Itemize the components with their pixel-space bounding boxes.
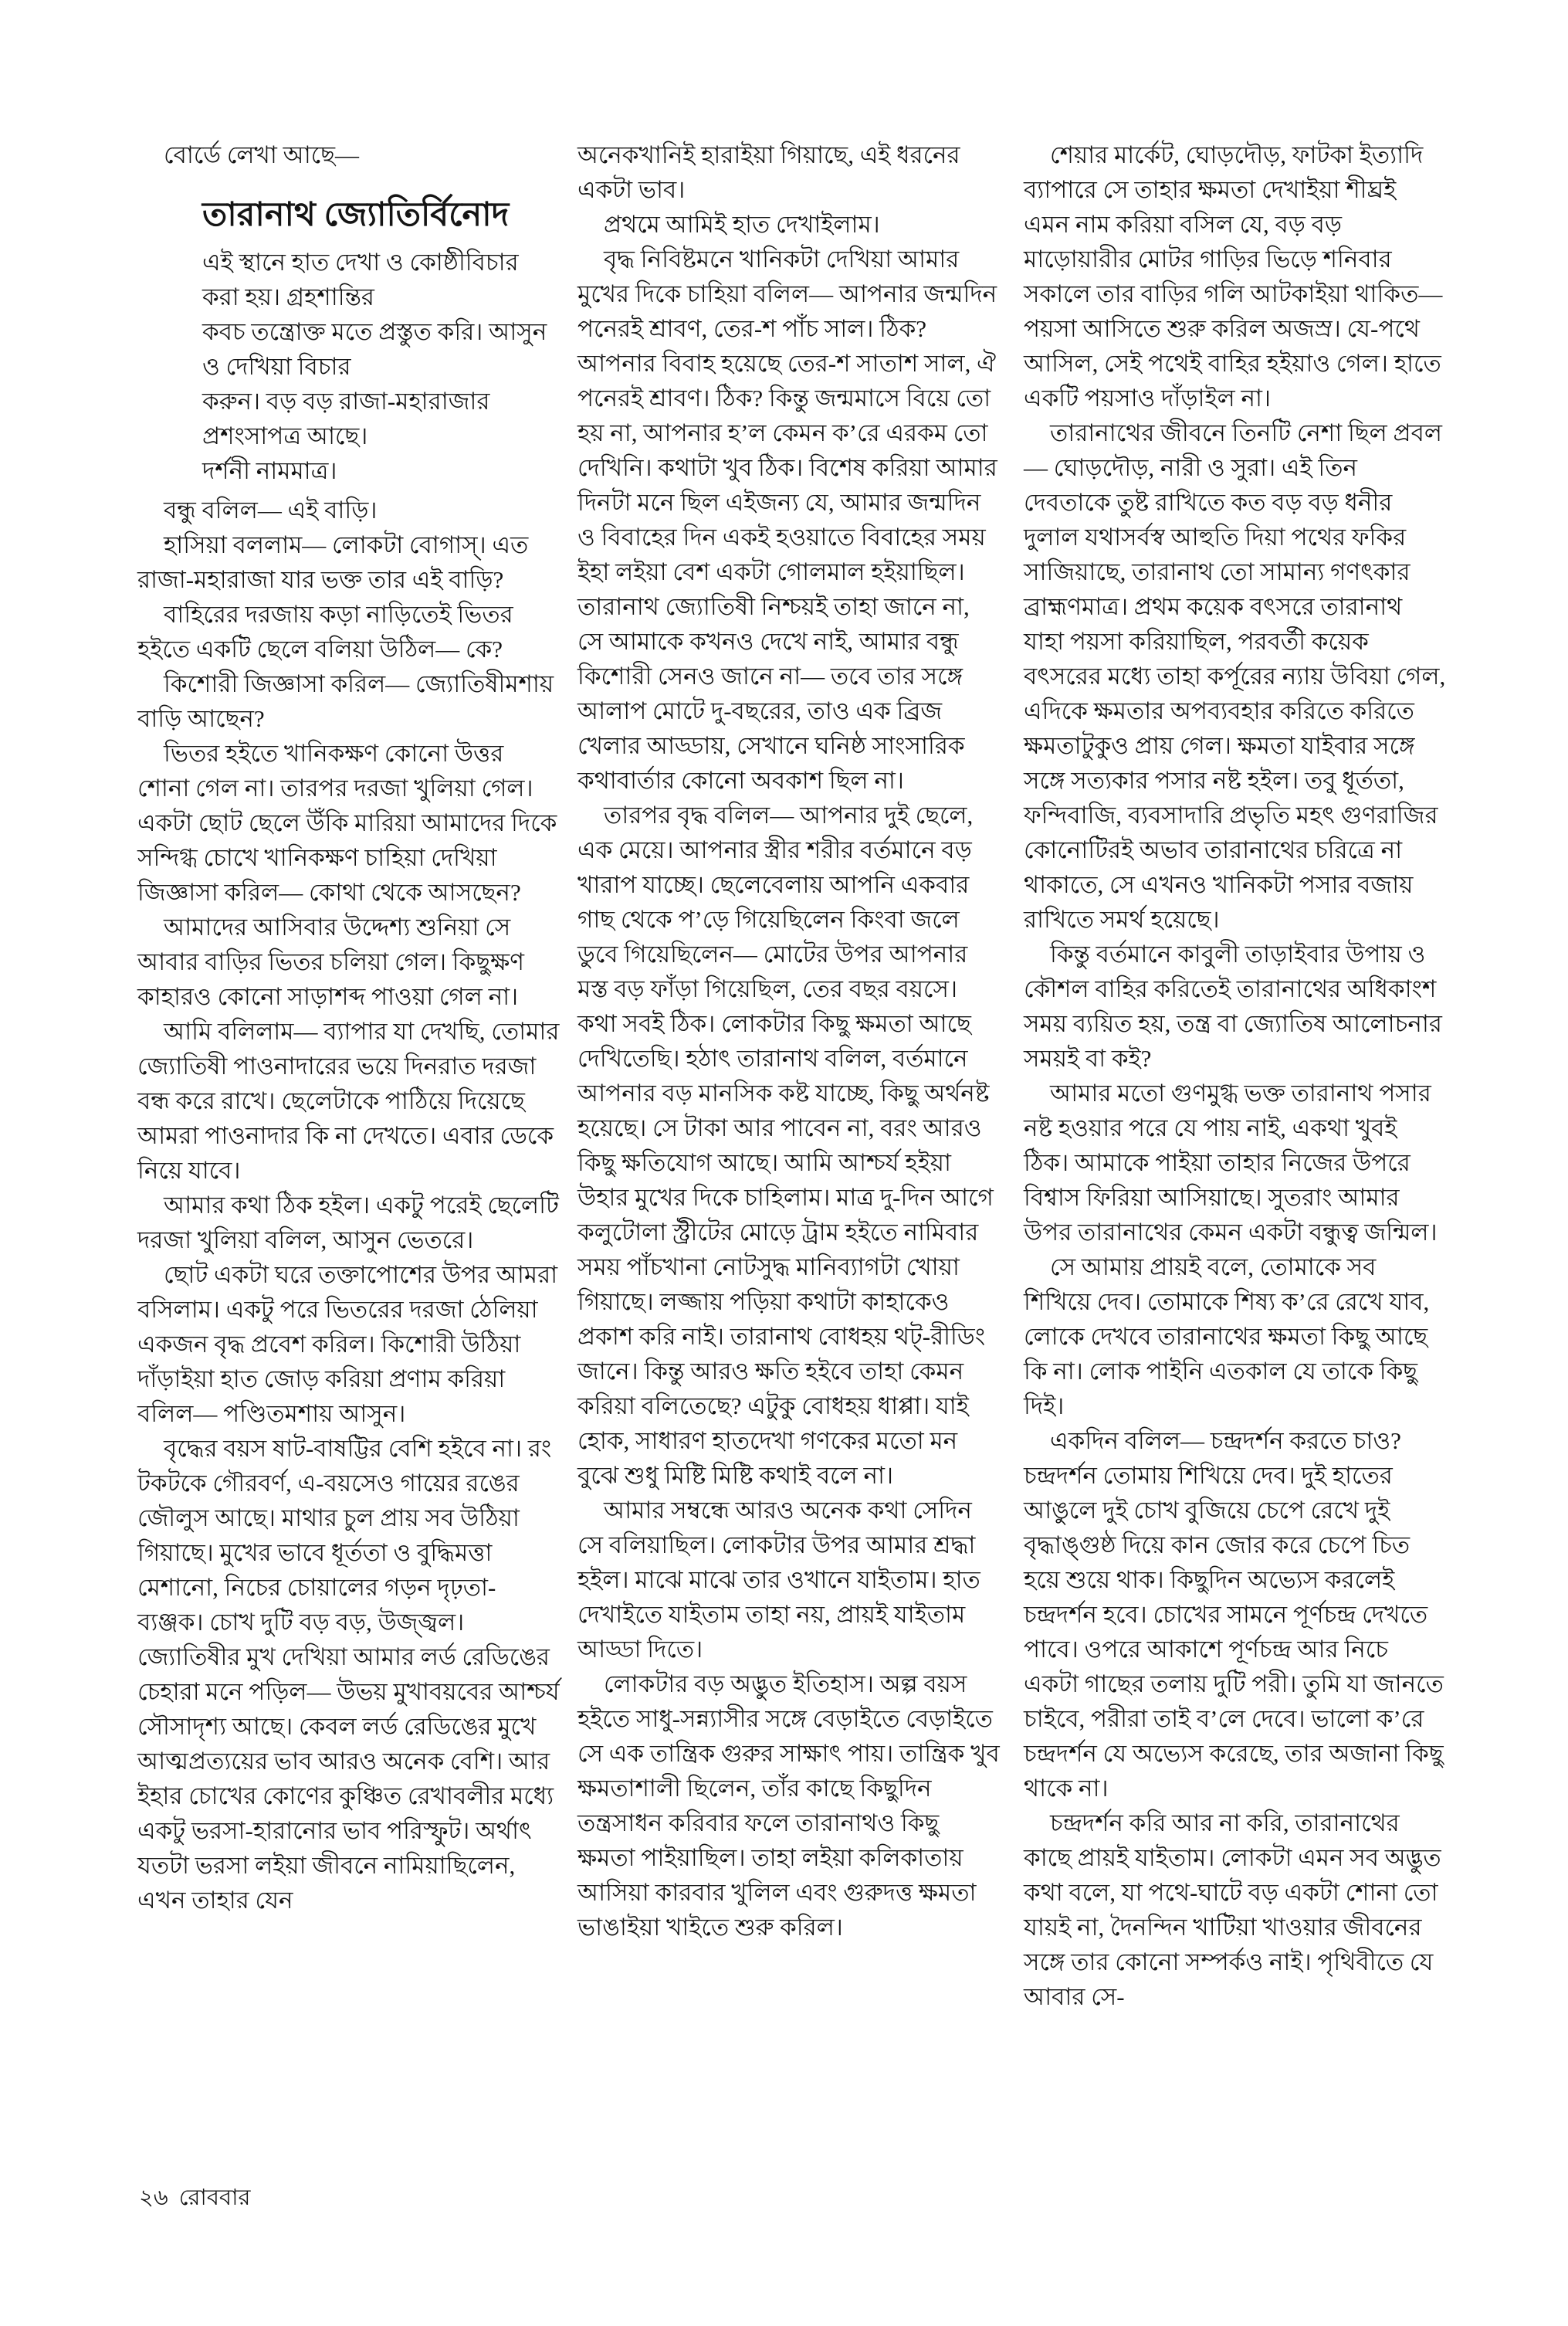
story-paragraph: সে আমায় প্রায়ই বলে, তোমাকে সব শিখিয়ে দেব। তোমাকে শিষ্য ক’রে রেখে যাব, লোকে দেখবে তারানাথের ক্ষমতা কিছু আছে কি না। লোক পাইনি এতকাল যে তাকে কিছু দিই। — [1024, 1253, 1430, 1419]
story-paragraph: প্রথমে আমিই হাত দেখাইলাম। — [604, 211, 880, 238]
signboard-heading: তারানাথ জ্যোতির্বিনোদ — [202, 197, 510, 233]
story-paragraph: আমার সম্বন্ধে আরও অনেক কথা সেদিন সে বলিয়াছিল। লোকটার উপর আমার শ্রদ্ধা হইল। মাঝে মাঝে তার ওখানে যাইতাম। হাত দেখাইতে যাইতাম তাহা নয়, প্রায়ই যাইতাম আড্ডা দিতে। — [577, 1497, 980, 1663]
page-footer — [139, 2182, 251, 2213]
story-paragraph: ছোট একটা ঘরে তক্তাপোশের উপর আমরা বসিলাম। একটু পরে ভিতরের দরজা ঠেলিয়া একজন বৃদ্ধ প্রবেশ করিল। কিশোরী উঠিয়া দাঁড়াইয়া হাত জোড় করিয়া প্রণাম করিয়া বলিল— পণ্ডিতমশায় আসুন। — [137, 1261, 558, 1427]
signboard-line: করা হয়। গ্রহশান্তির — [202, 283, 374, 310]
text-column-2 — [577, 137, 1001, 1945]
text-column-1 — [137, 137, 560, 1917]
story-paragraph: কিশোরী জিজ্ঞাসা করিল— জ্যোতিষীমশায় বাড়ি আছেন? — [137, 670, 554, 732]
story-paragraph: বন্ধু বলিল— এই বাড়ি। — [164, 497, 378, 524]
story-paragraph: হাসিয়া বললাম— লোকটা বোগাস্‌। এত রাজা-মহারাজা যার ভক্ত তার এই বাড়ি? — [137, 531, 529, 593]
story-paragraph: ভিতর হইতে খানিকক্ষণ কোনো উত্তর শোনা গেল না। তারপর দরজা খুলিয়া গেল। একটা ছোট ছেলে উঁকি মারিয়া আমাদের দিকে সন্দিগ্ধ চোখে খানিকক্ষণ চাহিয়া দেখিয়া জিজ্ঞাসা করিল— কোথা থেকে আসছেন? — [137, 740, 557, 906]
story-paragraph: লোকটার বড় অদ্ভুত ইতিহাস। অল্প বয়স হইতে সাধু-সন্ন্যাসীর সঙ্গে বেড়াইতে বেড়াইতে সে এক তান্ত্রিক গুরুর সাক্ষাৎ পায়। তান্ত্রিক খুব ক্ষমতাশালী ছিলেন, তাঁর কাছে কিছুদিন তন্ত্রসাধন করিবার ফলে তারানাথও কিছু ক্ষমতা পাইয়াছিল। তাহা লইয়া কলিকাতায় আসিয়া কারবার খুলিল এবং গুরুদত্ত ক্ষমতা ভাঙাইয়া খাইতে শুরু করিল। — [577, 1670, 1000, 1941]
signboard-line: করুন। বড় বড় রাজা-মহারাজার — [202, 388, 490, 415]
magazine-name: রোববার — [178, 2185, 251, 2210]
story-paragraph: কিন্তু বর্তমানে কাবুলী তাড়াইবার উপায় ও কৌশল বাহির করিতেই তারানাথের অধিকাংশ সময় ব্যয়িত হয়, তন্ত্র বা জ্যোতিষ আলোচনার সময়ই বা কই? — [1024, 941, 1442, 1072]
signboard-line: দর্শনী নামমাত্র। — [202, 457, 337, 484]
story-paragraph: আমাদের আসিবার উদ্দেশ্য শুনিয়া সে আবার বাড়ির ভিতর চলিয়া গেল। কিছুক্ষণ কাহারও কোনো সাড়াশব্দ পাওয়া গেল না। — [137, 914, 525, 1010]
story-paragraph: শেয়ার মার্কেট, ঘোড়দৌড়, ফাটকা ইত্যাদি ব্যাপারে সে তাহার ক্ষমতা দেখাইয়া শীঘ্রই এমন নাম করিয়া বসিল যে, বড় বড় মাড়োয়ারীর মোটর গাড়ির ভিড়ে শনিবার সকালে তার বাড়ির গলি আটকাইয়া থাকিত— পয়সা আসিতে শুরু করিল অজস্র। যে-পথে আসিল, সেই পথেই বাহির হইয়াও গেল। হাতে একটি পয়সাও দাঁড়াইল না। — [1024, 141, 1443, 412]
signboard-line: কবচ তন্ত্রোক্ত মতে প্রস্তুত করি। আসুন — [202, 318, 547, 345]
story-paragraph: বাহিরের দরজায় কড়া নাড়িতেই ভিতর হইতে একটি ছেলে বলিয়া উঠিল— কে? — [137, 601, 513, 663]
story-paragraph: তারপর বৃদ্ধ বলিল— আপনার দুই ছেলে, এক মেয়ে। আপনার স্ত্রীর শরীর বর্তমানে বড় খারাপ যাচ্ছে। ছেলেবেলায় আপনি একবার গাছ থেকে প’ড়ে গিয়েছিলেন কিংবা জলে ডুবে গিয়েছিলেন— মোটের উপর আপনার মস্ত বড় ফাঁড়া গিয়েছিল, তের বছর বয়সে। কথা সবই ঠিক। লোকটার কিছু ক্ষমতা আছে দেখিতেছি। হঠাৎ তারানাথ বলিল, বর্তমানে আপনার বড় মানসিক কষ্ট যাচ্ছে, কিছু অর্থনষ্ট হয়েছে। সে টাকা আর পাবেন না, বরং আরও কিছু ক্ষতিযোগ আছে। আমি আশ্চর্য হইয়া উহার মুখের দিকে চাহিলাম। মাত্র দু-দিন আগে কলুটোলা স্ট্রীটের মোড়ে ট্রাম হইতে নামিবার সময় পাঁচখানা নোটসুদ্ধ মানিব্যাগটা খোয়া গিয়াছে। লজ্জায় পড়িয়া কথাটা কাহাকেও প্রকাশ করি নাই। তারানাথ বোধহয় থট্‌-রীডিং জানে। কিন্তু আরও ক্ষতি হইবে তাহা কেমন করিয়া বলিতেছে? এটুকু বোধহয় ধাপ্পা। যাই হোক, সাধারণ হাতদেখা গণকের মতো মন বুঝে শুধু মিষ্টি মিষ্টি কথাই বলে না। — [577, 802, 994, 1489]
text-column-3 — [1024, 137, 1447, 2014]
story-paragraph: আমার মতো গুণমুগ্ধ ভক্ত তারানাথ পসার নষ্ট হওয়ার পরে যে পায় নাই, একথা খুবই ঠিক। আমাকে পাইয়া তাহার নিজের উপরে বিশ্বাস ফিরিয়া আসিয়াছে। সুতরাং আমার উপর তারানাথের কেমন একটা বন্ধুত্ব জন্মিল। — [1024, 1080, 1438, 1246]
story-paragraph: একদিন বলিল— চন্দ্রদর্শন করতে চাও? চন্দ্রদর্শন তোমায় শিখিয়ে দেব। দুই হাতের আঙুলে দুই চোখ বুজিয়ে চেপে রেখে দুই বৃদ্ধাঙ্গুষ্ঠ দিয়ে কান জোর করে চেপে চিত হয়ে শুয়ে থাক। কিছুদিন অভ্যেস করলেই চন্দ্রদর্শন হবে। চোখের সামনে পূর্ণচন্দ্র দেখতে পাবে। ওপরে আকাশে পূর্ণচন্দ্র আর নিচে একটা গাছের তলায় দুটি পরী। তুমি যা জানতে চাইবে, পরীরা তাই ব’লে দেবে। ভালো ক’রে চন্দ্রদর্শন যে অভ্যেস করেছে, তার অজানা কিছু থাকে না। — [1024, 1427, 1444, 1802]
signboard-line: এই স্থানে হাত দেখা ও কোষ্ঠীবিচার — [202, 249, 519, 276]
page-number: ২৬ — [139, 2185, 168, 2210]
story-paragraph: বৃদ্ধ নিবিষ্টমনে খানিকটা দেখিয়া আমার মুখের দিকে চাহিয়া বলিল— আপনার জন্মদিন পনেরই শ্রাবণ, তের-শ পাঁচ সাল। ঠিক? আপনার বিবাহ হয়েছে তের-শ সাতাশ সাল, ঐ পনেরই শ্রাবণ। ঠিক? কিন্তু জন্মমাসে বিয়ে তো হয় না, আপনার হ’ল কেমন ক’রে এরকম তো দেখিনি। কথাটা খুব ঠিক। বিশেষ করিয়া আমার দিনটা মনে ছিল এইজন্য যে, আমার জন্মদিন ও বিবাহের দিন একই হওয়াতে বিবাহের সময় ইহা লইয়া বেশ একটা গোলমাল হইয়াছিল। তারানাথ জ্যোতিষী নিশ্চয়ই তাহা জানে না, সে আমাকে কখনও দেখে নাই, আমার বন্ধু কিশোরী সেনও জানে না— তবে তার সঙ্গে আলাপ মোটে দু-বছরের, তাও এক ব্রিজ খেলার আড্ডায়, সেখানে ঘনিষ্ঠ সাংসারিক কথাবার্তার কোনো অবকাশ ছিল না। — [577, 246, 997, 794]
story-paragraph: আমি বলিলাম— ব্যাপার যা দেখছি, তোমার জ্যোতিষী পাওনাদারের ভয়ে দিনরাত দরজা বন্ধ করে রাখে। ছেলেটাকে পাঠিয়ে দিয়েছে আমরা পাওনাদার কি না দেখতে। এবার ডেকে নিয়ে যাবে। — [137, 1018, 560, 1184]
signboard-line: ও দেখিয়া বিচার — [202, 353, 351, 380]
story-paragraph: আমার কথা ঠিক হইল। একটু পরেই ছেলেটি দরজা খুলিয়া বলিল, আসুন ভেতরে। — [137, 1192, 559, 1253]
story-paragraph: বৃদ্ধের বয়স ষাট-বাষট্টির বেশি হইবে না। রং টকটকে গৌরবর্ণ, এ-বয়সেও গায়ের রঙের জৌলুস আছে। মাথার চুল প্রায় সব উঠিয়া গিয়াছে। মুখের ভাবে ধূর্ততা ও বুদ্ধিমত্তা মেশানো, নিচের চোয়ালের গড়ন দৃঢ়তা-ব্যঞ্জক। চোখ দুটি বড় বড়, উজ্জ্বল। জ্যোতিষীর মুখ দেখিয়া আমার লর্ড রেডিঙের চেহারা মনে পড়িল— উভয় মুখাবয়বের আশ্চর্য সৌসাদৃশ্য আছে। কেবল লর্ড রেডিঙের মুখে আত্মপ্রত্যয়ের ভাব আরও অনেক বেশি। আর ইহার চোখের কোণের কুঞ্চিত রেখাবলীর মধ্যে একটু ভরসা-হারানোর ভাব পরিস্ফুট। অর্থাৎ যতটা ভরসা লইয়া জীবনে নামিয়াছিলেন, এখন তাহার যেন — [137, 1435, 560, 1914]
signboard-line: প্রশংসাপত্র আছে। — [202, 422, 368, 449]
story-paragraph: বোর্ডে লেখা আছে— — [164, 141, 360, 168]
signboard-text-block — [202, 194, 560, 488]
story-paragraph: তারানাথের জীবনে তিনটি নেশা ছিল প্রবল— ঘোড়দৌড়, নারী ও সুরা। এই তিন দেবতাকে তুষ্ট রাখিতে কত বড় বড় ধনীর দুলাল যথাসর্বস্ব আহুতি দিয়া পথের ফকির সাজিয়াছে, তারানাথ তো সামান্য গণৎকার ব্রাহ্মণমাত্র। প্রথম কয়েক বৎসরে তারানাথ যাহা পয়সা করিয়াছিল, পরবর্তী কয়েক বৎসরের মধ্যে তাহা কর্পূরের ন্যায় উবিয়া গেল, এদিকে ক্ষমতার অপব্যবহার করিতে করিতে ক্ষমতাটুকুও প্রায় গেল। ক্ষমতা যাইবার সঙ্গে সঙ্গে সত্যকার পসার নষ্ট হইল। তবু ধূর্ততা, ফন্দিবাজি, ব্যবসাদারি প্রভৃতি মহৎ গুণরাজির কোনোটিরই অভাব তারানাথের চরিত্রে না থাকাতে, সে এখনও খানিকটা পসার বজায় রাখিতে সমর্থ হয়েছে। — [1024, 419, 1446, 933]
story-paragraph: চন্দ্রদর্শন করি আর না করি, তারানাথের কাছে প্রায়ই যাইতাম। লোকটা এমন সব অদ্ভুত কথা বলে, যা পথে-ঘাটে বড় একটা শোনা তো যায়ই না, দৈনন্দিন খাটিয়া খাওয়ার জীবনের সঙ্গে তার কোনো সম্পর্কও নাই। পৃথিবীতে যে আবার সে- — [1024, 1809, 1441, 2010]
story-paragraph-continuation: অনেকখানিই হারাইয়া গিয়াছে, এই ধরনের একটা ভাব। — [577, 141, 960, 203]
